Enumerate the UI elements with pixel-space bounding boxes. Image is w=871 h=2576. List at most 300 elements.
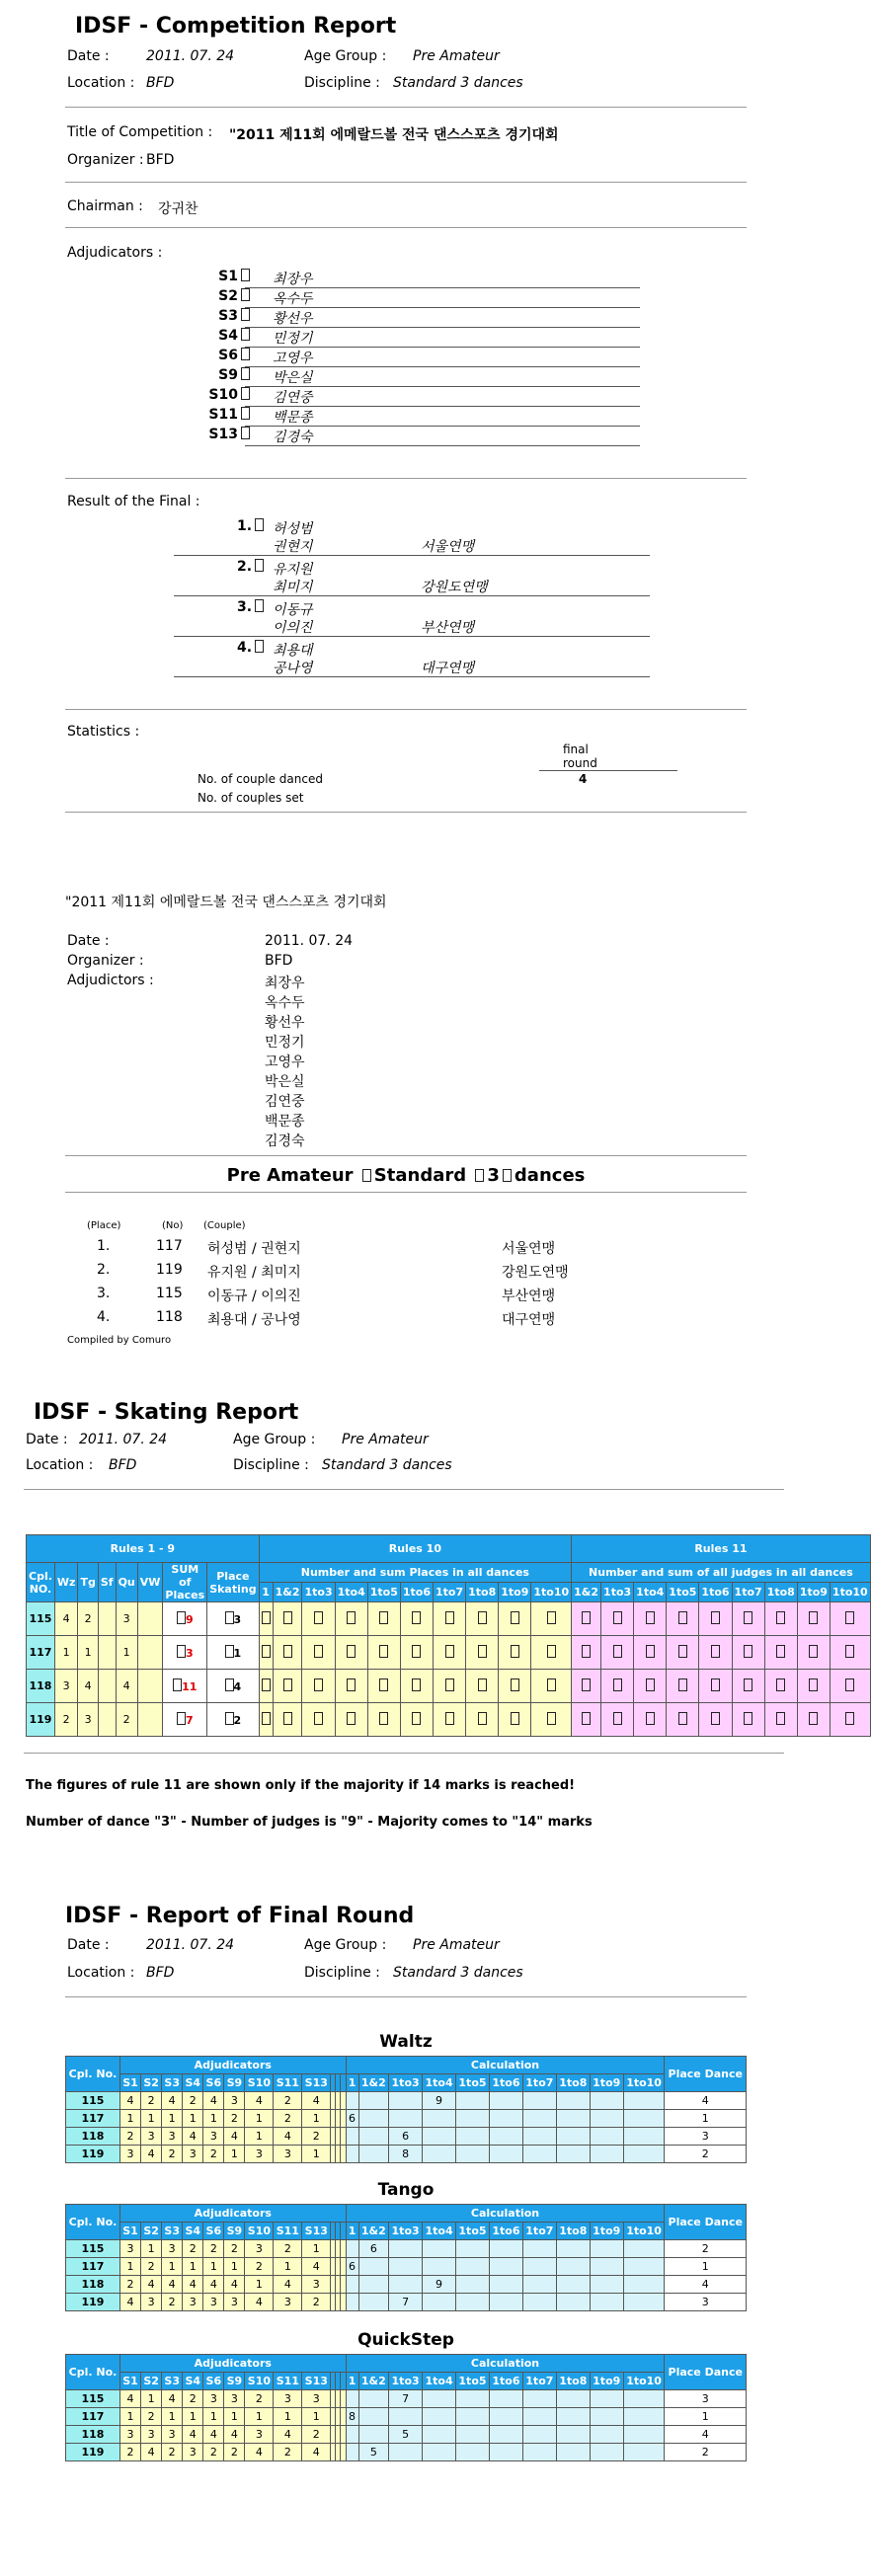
wz-place: 2	[54, 1703, 78, 1737]
rules-11-value	[830, 1602, 870, 1636]
organizer-value: BFD	[146, 152, 175, 168]
judge-mark: 3	[274, 2146, 302, 2163]
judge-mark: 1	[203, 2258, 224, 2276]
judge-mark: 2	[203, 2146, 224, 2163]
tg-place: 3	[78, 1703, 98, 1737]
statistics-label: Statistics :	[67, 724, 140, 740]
rules-11-column: 1to5	[667, 1583, 699, 1602]
rules-10-value	[367, 1703, 400, 1737]
calc-value	[456, 2276, 490, 2294]
placeholder-box-icon	[845, 1712, 854, 1725]
discipline-value: Standard 3 dances	[393, 75, 523, 91]
placeholder-box-icon	[412, 1712, 421, 1725]
rules-10-value	[499, 1602, 531, 1636]
judge-mark: 3	[245, 2240, 274, 2258]
placeholder-box-icon	[613, 1678, 622, 1691]
calc-value: 5	[389, 2426, 423, 2444]
placeholder-box-icon	[511, 1645, 519, 1658]
calc-value	[522, 2390, 556, 2408]
place-dance: 4	[665, 2092, 747, 2110]
calc-value	[556, 2146, 590, 2163]
judge-mark: 1	[183, 2408, 203, 2426]
rules-10-value	[531, 1602, 572, 1636]
calc-value	[456, 2092, 490, 2110]
summary-couple: 최용대 / 공나영	[207, 1312, 301, 1328]
placeholder-box-icon	[678, 1645, 687, 1658]
calc-column: 1to9	[590, 2223, 623, 2240]
stat-row-couples-danced: No. of couple danced	[198, 772, 323, 786]
adjudicators-label: Adjudicators :	[67, 245, 163, 261]
rules-10-value	[273, 1703, 302, 1737]
rules-11-value	[830, 1703, 870, 1737]
date-label: Date :	[26, 1432, 68, 1447]
rules-11-column: 1to7	[732, 1583, 764, 1602]
placeholder-box-icon	[511, 1712, 519, 1725]
rules-11-value	[634, 1602, 667, 1636]
dance-table	[65, 2056, 747, 2163]
judge-mark: 2	[162, 2146, 183, 2163]
placeholder-box-icon	[262, 1678, 271, 1691]
calc-value	[590, 2390, 623, 2408]
adjudicator-code: S9	[194, 367, 253, 383]
result-place: 1.	[237, 518, 267, 534]
sum-of-places: 7	[163, 1703, 207, 1737]
judge-mark: 2	[302, 2128, 331, 2146]
calc-value: 5	[358, 2444, 389, 2461]
adjudicator-name: 김연중	[273, 390, 313, 406]
calc-column: 1to10	[623, 2074, 665, 2092]
rules-10-value	[531, 1670, 572, 1703]
tg-header: Tg	[78, 1563, 98, 1602]
calc-column: 1to10	[623, 2223, 665, 2240]
placeholder-box-icon	[744, 1645, 752, 1658]
judge-mark: 1	[224, 2146, 245, 2163]
qu-place: 2	[116, 1703, 137, 1737]
couple-number: 117	[27, 1636, 55, 1670]
date-value: 2011. 07. 24	[79, 1432, 168, 1447]
adjudicators-header: Adjudicators	[119, 2057, 346, 2074]
calc-value	[456, 2146, 490, 2163]
category-heading: Pre Amateur Standard 3 dances	[226, 1165, 586, 1186]
age-group-value: Pre Amateur	[413, 48, 500, 64]
calc-value	[423, 2426, 456, 2444]
adjudicator-name: 옥수두	[273, 291, 313, 307]
discipline-label: Discipline :	[304, 75, 380, 91]
judge-mark: 4	[162, 2276, 183, 2294]
divider	[65, 107, 747, 108]
vw-place	[137, 1670, 163, 1703]
placeholder-box-icon	[776, 1611, 785, 1624]
placeholder-box-icon	[511, 1611, 519, 1624]
placeholder-box-icon	[744, 1611, 752, 1624]
placeholder-box-icon	[225, 1645, 234, 1658]
divider	[65, 227, 747, 228]
calc-value	[346, 2444, 358, 2461]
placeholder-box-icon	[478, 1678, 487, 1691]
underline	[174, 636, 650, 637]
table-row	[27, 1636, 871, 1670]
judge-mark: 2	[119, 2128, 140, 2146]
chairman-value: 강귀찬	[158, 201, 198, 217]
calc-column: 1to5	[456, 2223, 490, 2240]
rules-10-column: 1	[259, 1583, 273, 1602]
summary-organizer: BFD	[265, 953, 293, 969]
table-row	[66, 2092, 747, 2110]
calc-value	[556, 2258, 590, 2276]
judge-mark: 2	[141, 2408, 162, 2426]
place-skating: 1	[207, 1636, 259, 1670]
calc-value	[489, 2092, 522, 2110]
stat-head-final: final	[563, 742, 589, 756]
placeholder-box-icon	[225, 1678, 234, 1691]
rules-10-value	[499, 1636, 531, 1670]
judge-mark: 3	[302, 2276, 331, 2294]
judge-mark: 3	[141, 2294, 162, 2311]
rules-11-value	[601, 1636, 634, 1670]
rules-10-value	[259, 1602, 273, 1636]
stat-value-couples-danced: 4	[579, 772, 588, 786]
adjudicator-name: 황선우	[273, 311, 313, 327]
calc-value	[590, 2146, 623, 2163]
judge-mark: 4	[224, 2426, 245, 2444]
placeholder-box-icon	[283, 1712, 292, 1725]
rules-11-header: Rules 11	[572, 1535, 871, 1563]
rules-10-value	[400, 1636, 433, 1670]
rules-10-value	[259, 1703, 273, 1737]
summary-no: 117	[156, 1238, 183, 1254]
judge-column: S2	[141, 2074, 162, 2092]
table-header-row	[66, 2223, 747, 2240]
place-dance-header: Place Dance	[665, 2205, 747, 2240]
placeholder-box-icon	[776, 1645, 785, 1658]
calc-value	[590, 2294, 623, 2311]
qu-place: 1	[116, 1636, 137, 1670]
judge-mark: 3	[245, 2426, 274, 2444]
rules-10-value	[466, 1670, 499, 1703]
calc-value: 6	[346, 2110, 358, 2128]
judge-mark: 3	[141, 2426, 162, 2444]
table-header-row	[27, 1563, 871, 1583]
rules-11-column: 1to3	[601, 1583, 634, 1602]
table-row	[66, 2408, 747, 2426]
judge-mark: 2	[141, 2258, 162, 2276]
judge-mark: 2	[162, 2444, 183, 2461]
judge-mark: 3	[141, 2128, 162, 2146]
calc-value	[389, 2258, 423, 2276]
age-group-label: Age Group :	[304, 1937, 387, 1953]
rules-10-subheader: Number and sum Places in all dances	[259, 1563, 572, 1583]
placeholder-box-icon	[412, 1611, 421, 1624]
sf-place	[98, 1703, 116, 1737]
judge-mark: 3	[203, 2390, 224, 2408]
summary-adj-name: 김경숙	[265, 1133, 305, 1149]
rules-11-value	[699, 1636, 732, 1670]
placeholder-box-icon	[582, 1712, 591, 1725]
rules-10-value	[367, 1670, 400, 1703]
judge-mark: 3	[274, 2294, 302, 2311]
result-woman: 이의진	[273, 620, 313, 636]
judge-mark: 2	[245, 2390, 274, 2408]
rules-11-value	[667, 1703, 699, 1737]
placeholder-box-icon	[711, 1611, 720, 1624]
calc-value	[590, 2408, 623, 2426]
placeholder-box-icon	[845, 1678, 854, 1691]
calc-value	[522, 2240, 556, 2258]
calc-value	[522, 2128, 556, 2146]
calc-value	[556, 2092, 590, 2110]
judge-mark: 1	[224, 2408, 245, 2426]
location-value: BFD	[146, 1965, 175, 1981]
calc-value	[389, 2240, 423, 2258]
couple-number: 115	[66, 2390, 120, 2408]
placeholder-box-icon	[678, 1611, 687, 1624]
place-dance: 1	[665, 2258, 747, 2276]
table-header-row	[66, 2355, 747, 2373]
placeholder-box-icon	[845, 1645, 854, 1658]
summary-adj-name: 황선우	[265, 1015, 305, 1031]
cpl-header: Cpl. NO.	[27, 1563, 55, 1602]
calc-value	[556, 2426, 590, 2444]
rules-11-column: 1to4	[634, 1583, 667, 1602]
underline	[539, 770, 677, 771]
judge-column: S13	[302, 2223, 331, 2240]
judge-mark: 4	[302, 2444, 331, 2461]
rules-10-value	[466, 1602, 499, 1636]
rules-11-column: 1to8	[764, 1583, 797, 1602]
summary-adj-name: 민정기	[265, 1035, 305, 1051]
judge-column: S6	[203, 2373, 224, 2390]
placeholder-box-icon	[347, 1611, 356, 1624]
col-place-header: (Place)	[87, 1220, 121, 1231]
date-label: Date :	[67, 48, 110, 64]
calc-value	[456, 2408, 490, 2426]
placeholder-box-icon	[177, 1611, 186, 1624]
calc-value	[556, 2240, 590, 2258]
wz-place: 3	[54, 1670, 78, 1703]
couple-number: 118	[66, 2426, 120, 2444]
adjudicator-code: S3	[194, 308, 253, 324]
placeholder-box-icon	[711, 1712, 720, 1725]
judge-mark: 1	[302, 2408, 331, 2426]
table-row	[27, 1602, 871, 1636]
judge-mark: 1	[183, 2110, 203, 2128]
placeholder-box-icon	[776, 1678, 785, 1691]
adjudicator-code: S6	[194, 348, 253, 363]
rules-11-value	[572, 1703, 601, 1737]
calc-value	[346, 2092, 358, 2110]
rules-10-value	[259, 1636, 273, 1670]
calc-value	[590, 2426, 623, 2444]
calc-value	[590, 2276, 623, 2294]
judge-mark: 2	[162, 2294, 183, 2311]
summary-no: 115	[156, 1286, 183, 1301]
rules-11-value	[732, 1602, 764, 1636]
calc-value	[623, 2426, 665, 2444]
placeholder-box-icon	[445, 1678, 454, 1691]
calc-value	[590, 2258, 623, 2276]
calc-value	[346, 2240, 358, 2258]
calc-value: 6	[358, 2240, 389, 2258]
calc-value	[456, 2426, 490, 2444]
calc-column: 1to9	[590, 2074, 623, 2092]
report-title: IDSF - Competition Report	[75, 14, 397, 39]
calc-value	[489, 2128, 522, 2146]
rules-10-value	[302, 1602, 335, 1636]
calc-column: 1	[346, 2223, 358, 2240]
calc-value	[389, 2110, 423, 2128]
calc-value	[423, 2146, 456, 2163]
age-group-label: Age Group :	[233, 1432, 316, 1447]
judge-mark: 3	[203, 2128, 224, 2146]
table-row	[66, 2128, 747, 2146]
result-woman: 공나영	[273, 661, 313, 676]
judge-mark: 1	[119, 2110, 140, 2128]
calc-value	[522, 2408, 556, 2426]
rules-10-value	[433, 1703, 465, 1737]
adjudicator-name: 최장우	[273, 272, 313, 287]
judge-mark: 3	[274, 2390, 302, 2408]
judge-mark: 4	[119, 2294, 140, 2311]
judge-mark: 2	[203, 2240, 224, 2258]
adjudicator-code: S11	[194, 407, 253, 423]
rules-11-value	[764, 1703, 797, 1737]
location-value: BFD	[109, 1457, 137, 1473]
place-dance: 4	[665, 2276, 747, 2294]
rules-11-value	[699, 1703, 732, 1737]
underline	[245, 445, 640, 446]
judge-mark: 3	[162, 2240, 183, 2258]
judge-mark: 3	[183, 2444, 203, 2461]
calc-column: 1&2	[358, 2373, 389, 2390]
judge-mark: 1	[302, 2146, 331, 2163]
rules-11-value	[797, 1703, 830, 1737]
adjudicators-header: Adjudicators	[119, 2205, 346, 2223]
title-of-competition-label: Title of Competition :	[67, 124, 213, 140]
place-dance-header: Place Dance	[665, 2355, 747, 2390]
calc-value	[456, 2258, 490, 2276]
calc-value	[623, 2092, 665, 2110]
rules-10-value	[302, 1670, 335, 1703]
placeholder-box-icon	[347, 1712, 356, 1725]
calc-column: 1to4	[423, 2074, 456, 2092]
table-row	[66, 2390, 747, 2408]
placeholder-box-icon	[678, 1678, 687, 1691]
judge-mark: 2	[183, 2390, 203, 2408]
calc-value	[623, 2390, 665, 2408]
table-row	[66, 2426, 747, 2444]
dance-title: Tango	[377, 2180, 435, 2200]
adjudicator-code: S10	[194, 387, 253, 403]
placeholder-box-icon	[646, 1712, 655, 1725]
rules-11-value	[601, 1670, 634, 1703]
judge-mark: 3	[162, 2128, 183, 2146]
placeholder-box-icon	[478, 1712, 487, 1725]
place-skating: 2	[207, 1703, 259, 1737]
rules-10-value	[466, 1636, 499, 1670]
dance-table	[65, 2204, 747, 2311]
place-dance: 3	[665, 2294, 747, 2311]
place-skating: 3	[207, 1602, 259, 1636]
placeholder-box-icon	[646, 1611, 655, 1624]
result-club: 강원도연맹	[421, 580, 488, 595]
judge-mark: 4	[162, 2390, 183, 2408]
rules-10-value	[466, 1703, 499, 1737]
placeholder-box-icon	[582, 1645, 591, 1658]
adjudicator-name: 박은실	[273, 370, 313, 386]
sum-of-places: 11	[163, 1670, 207, 1703]
rules-11-value	[572, 1602, 601, 1636]
placeholder-box-icon	[262, 1611, 271, 1624]
judge-mark: 1	[141, 2390, 162, 2408]
judge-mark: 1	[245, 2110, 274, 2128]
calc-column: 1to8	[556, 2223, 590, 2240]
summary-adj-name: 고영우	[265, 1054, 305, 1070]
calc-value	[522, 2146, 556, 2163]
summary-couple: 유지원 / 최미지	[207, 1265, 301, 1281]
placeholder-box-icon	[547, 1712, 556, 1725]
judge-mark: 4	[245, 2294, 274, 2311]
place-dance: 4	[665, 2426, 747, 2444]
rules-11-column: 1to9	[797, 1583, 830, 1602]
judge-column: S3	[162, 2223, 183, 2240]
calc-value	[358, 2110, 389, 2128]
calc-value	[358, 2276, 389, 2294]
rules-11-value	[572, 1670, 601, 1703]
placeholder-box-icon	[445, 1645, 454, 1658]
couple-number: 119	[66, 2294, 120, 2311]
judge-mark: 1	[141, 2240, 162, 2258]
placeholder-box-icon	[613, 1712, 622, 1725]
sf-place	[98, 1670, 116, 1703]
calc-column: 1to3	[389, 2223, 423, 2240]
judge-mark: 2	[274, 2240, 302, 2258]
judge-mark: 4	[245, 2444, 274, 2461]
calc-value: 8	[389, 2146, 423, 2163]
placeholder-box-icon	[547, 1678, 556, 1691]
judge-column: S11	[274, 2373, 302, 2390]
placeholder-box-icon	[262, 1645, 271, 1658]
judge-column: S6	[203, 2074, 224, 2092]
discipline-label: Discipline :	[304, 1965, 380, 1981]
calc-value	[456, 2110, 490, 2128]
judge-mark: 1	[274, 2258, 302, 2276]
divider	[65, 182, 747, 183]
rules-11-value	[764, 1602, 797, 1636]
calc-value	[423, 2128, 456, 2146]
rules-11-value	[667, 1670, 699, 1703]
judge-column: S10	[245, 2223, 274, 2240]
placeholder-box-icon	[809, 1645, 818, 1658]
rules-10-value	[335, 1636, 367, 1670]
judge-mark: 4	[203, 2092, 224, 2110]
underline	[174, 676, 650, 677]
result-place: 4.	[237, 640, 267, 656]
judge-column: S2	[141, 2373, 162, 2390]
calc-column: 1to5	[456, 2074, 490, 2092]
calc-value	[389, 2092, 423, 2110]
rules-10-value	[367, 1636, 400, 1670]
judge-mark: 2	[183, 2240, 203, 2258]
judge-mark: 4	[183, 2276, 203, 2294]
rules-11-value	[797, 1602, 830, 1636]
calc-column: 1to7	[522, 2223, 556, 2240]
result-club: 대구연맹	[421, 661, 475, 676]
table-row	[66, 2110, 747, 2128]
sf-place	[98, 1602, 116, 1636]
discipline-value: Standard 3 dances	[322, 1457, 452, 1473]
place-header: Place Skating	[207, 1563, 259, 1602]
placeholder-box-icon	[613, 1611, 622, 1624]
